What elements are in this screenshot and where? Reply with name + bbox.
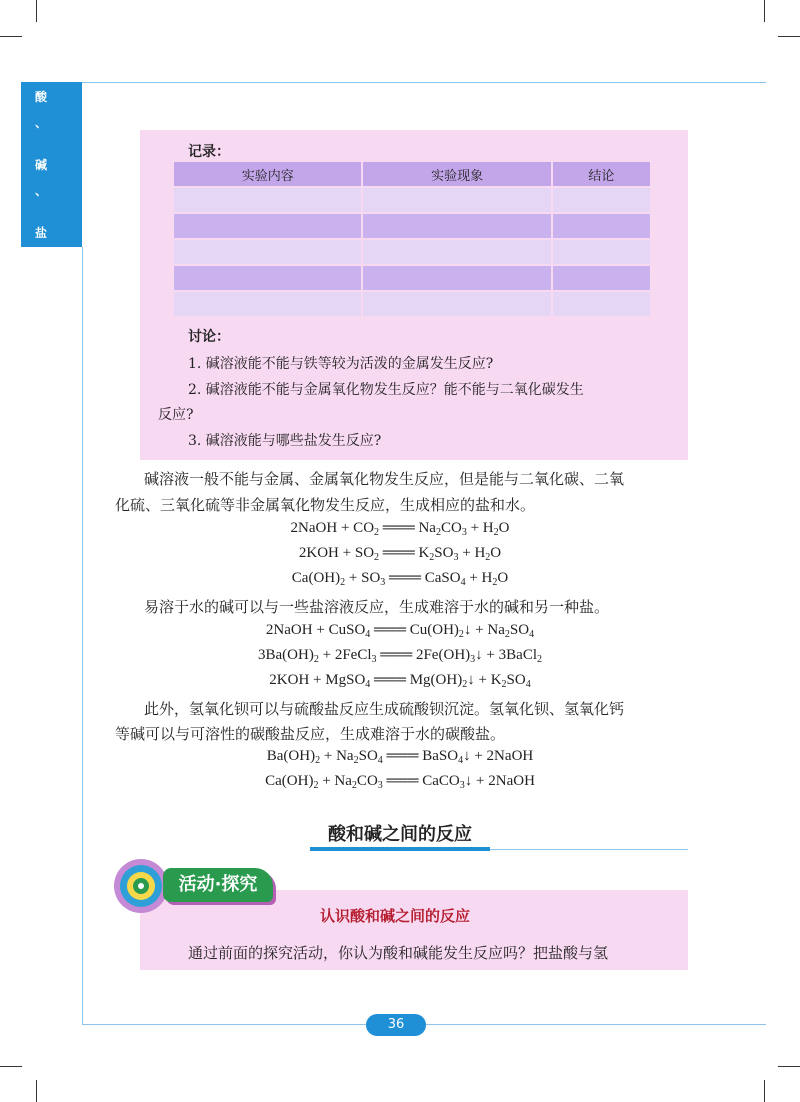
crop-mark xyxy=(764,0,765,22)
discussion-question: 反应? xyxy=(158,407,194,423)
table-row xyxy=(174,266,650,290)
crop-mark xyxy=(36,1080,37,1102)
chapter-char: 、 xyxy=(34,184,47,198)
header-cell: 实验内容 xyxy=(174,162,361,186)
section-rule xyxy=(490,849,688,850)
chapter-char: 、 xyxy=(34,116,47,130)
crop-mark xyxy=(778,36,800,37)
equation: 2NaOH + CuSO$_4$ ═══ $Cu(OH)_2↓ + Na_2SO_4$ xyxy=(265,622,535,640)
equation: $Ca(OH)_2 + SO_3$ ═══ CaSO$_4$ + $H_2O$ xyxy=(291,570,509,588)
header-cell: 结论 xyxy=(553,162,650,186)
equation: $2KOH + SO_2$ ═══ $K_2SO_3 + H_2O$ xyxy=(298,545,502,563)
crop-mark xyxy=(778,1066,800,1067)
section-title: 酸和碱之间的反应 xyxy=(328,824,472,845)
body-paragraph: 易溶于水的碱可以与一些盐溶液反应，生成难溶于水的碱和另一种盐。 xyxy=(144,598,610,616)
chapter-char: 盐 xyxy=(34,226,47,240)
body-paragraph: 此外，氢氧化钡可以与硫酸盐反应生成硫酸钡沉淀。氢氧化钡、氢氧化钙 xyxy=(144,700,625,718)
activity-label xyxy=(163,868,273,902)
discuss-label: 讨论： xyxy=(188,329,230,345)
body-paragraph: 碱溶液一般不能与金属、金属氧化物发生反应，但是能与二氧化碳、二氧 xyxy=(144,470,625,488)
discussion-question: 1. 碱溶液能不能与铁等较为活泼的金属发生反应? xyxy=(188,356,494,372)
crop-mark xyxy=(764,1080,765,1102)
page-frame-top xyxy=(82,82,766,83)
equation: 2NaOH + $CO_2$ ═══ $Na_2CO_3 + H_2O$ xyxy=(290,520,510,538)
equation: 2KOH + MgSO$_4$ ═══ $Mg(OH)_2↓ + K_2SO_4$ xyxy=(269,672,531,690)
table-row xyxy=(174,188,650,212)
chapter-char: 碱 xyxy=(34,158,47,172)
body-paragraph: 化硫、三氧化硫等非金属氧化物发生反应，生成相应的盐和水。 xyxy=(115,496,536,514)
page-number: 36 xyxy=(366,1014,426,1036)
section-underline xyxy=(310,847,490,851)
activity-subtitle: 认识酸和碱之间的反应 xyxy=(320,907,471,925)
record-table-header xyxy=(174,162,650,186)
equation: $Ca(OH)_2 + Na_2CO_3$ ═══ CaCO$_3$↓ + 2NaOH xyxy=(265,773,535,791)
crop-mark xyxy=(0,1066,22,1067)
discussion-question: 3. 碱溶液能与哪些盐发生反应? xyxy=(188,433,382,449)
equation: $3Ba(OH)_2$ + 2FeCl$_3$ ═══ $2Fe(OH)_3↓$ + 3BaCl$_2$ xyxy=(257,647,542,665)
table-row xyxy=(174,214,650,238)
table-row xyxy=(174,292,650,316)
header-cell: 实验现象 xyxy=(363,162,550,186)
equation: $Ba(OH)_2 + Na_2SO_4$ ═══ BaSO$_4$↓ + 2NaOH xyxy=(266,748,534,766)
chapter-char: 酸 xyxy=(34,90,47,104)
record-table xyxy=(172,160,652,318)
discussion-question: 2. 碱溶液能不能与金属氧化物发生反应？能不能与二氧化碳发生 xyxy=(188,382,584,398)
activity-label-text: 活动·探究 xyxy=(178,874,258,895)
table-row xyxy=(174,240,650,264)
activity-text: 通过前面的探究活动，你认为酸和碱能发生反应吗？把盐酸与氢 xyxy=(188,944,609,962)
activity-emblem-icon xyxy=(112,857,170,915)
chapter-side-tab xyxy=(21,82,82,247)
crop-mark xyxy=(36,0,37,22)
record-label: 记录： xyxy=(188,144,230,160)
crop-mark xyxy=(0,36,22,37)
body-paragraph: 等碱可以与可溶性的碳酸盐反应，生成难溶于水的碳酸盐。 xyxy=(115,725,506,743)
